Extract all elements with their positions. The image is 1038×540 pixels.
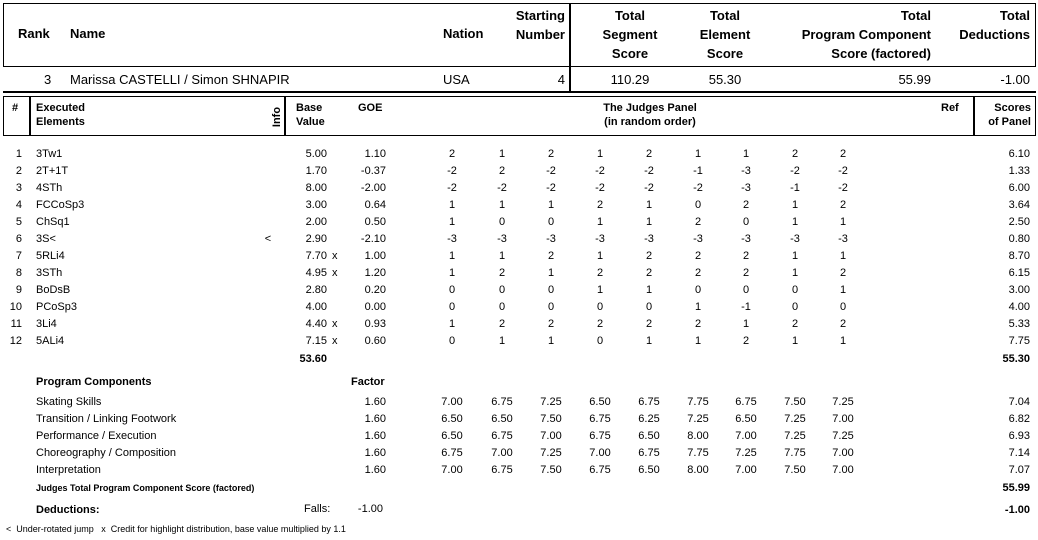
- element-judge-score: 2: [498, 267, 506, 279]
- element-judge-score: -3: [447, 233, 457, 245]
- falls-value: -1.00: [357, 503, 383, 515]
- element-judge-score: 0: [694, 199, 702, 211]
- element-judge-score: 0: [596, 301, 604, 313]
- component-judge-score: 6.75: [441, 447, 463, 459]
- element-judge-score: 0: [448, 284, 456, 296]
- element-judge-score: 1: [839, 284, 847, 296]
- element-judge-score: 1: [839, 250, 847, 262]
- element-judge-score: 1: [694, 301, 702, 313]
- element-judge-score: -2: [546, 165, 556, 177]
- element-judge-score: 1: [498, 148, 506, 160]
- element-judge-score: 0: [498, 301, 506, 313]
- component-judge-score: 6.50: [441, 413, 463, 425]
- component-judge-score: 7.00: [540, 430, 562, 442]
- element-judge-score: -3: [741, 233, 751, 245]
- component-judge-score: 7.50: [540, 464, 562, 476]
- elements-total-base: 53.60: [299, 353, 327, 365]
- element-judge-score: 2: [596, 267, 604, 279]
- elements-total-score: 55.30: [1002, 353, 1030, 365]
- element-judge-score: -2: [693, 182, 703, 194]
- element-judge-score: -1: [693, 165, 703, 177]
- header-total-pcs: Total Program Component Score (factored): [801, 8, 931, 61]
- element-judge-score: 1: [791, 267, 799, 279]
- element-judge-score: 2: [645, 250, 653, 262]
- element-judge-score: 1: [547, 199, 555, 211]
- element-judge-score: -2: [838, 165, 848, 177]
- element-name: 2T+1T: [36, 165, 69, 177]
- element-base-value: 2.90: [305, 233, 327, 245]
- component-judge-score: 7.25: [832, 430, 854, 442]
- element-number: 8: [15, 267, 22, 279]
- element-judge-score: 2: [596, 199, 604, 211]
- component-factor: 1.60: [364, 413, 386, 425]
- element-judge-score: 2: [547, 318, 555, 330]
- component-judge-score: 7.00: [832, 464, 854, 476]
- component-factor: 1.60: [364, 464, 386, 476]
- element-judge-score: 2: [791, 148, 799, 160]
- component-panel-score: 7.07: [1008, 464, 1030, 476]
- element-goe: -2.00: [360, 182, 386, 194]
- component-name: Transition / Linking Footwork: [36, 413, 177, 425]
- component-judge-score: 6.75: [735, 396, 757, 408]
- element-goe: 0.20: [364, 284, 386, 296]
- element-number: 10: [9, 301, 22, 313]
- element-judge-score: 1: [791, 250, 799, 262]
- component-judge-score: 8.00: [687, 430, 709, 442]
- element-judge-score: 1: [547, 335, 555, 347]
- element-judge-score: 0: [498, 216, 506, 228]
- element-base-x: x: [332, 318, 338, 330]
- element-goe: 1.20: [364, 267, 386, 279]
- table-row: [0, 333, 1038, 350]
- element-base-value: 1.70: [305, 165, 327, 177]
- element-judge-score: 1: [839, 216, 847, 228]
- elements-header-scores: Scores of Panel: [988, 102, 1031, 128]
- element-judge-score: 2: [694, 250, 702, 262]
- component-judge-score: 7.00: [441, 396, 463, 408]
- element-judge-score: 1: [448, 216, 456, 228]
- element-judge-score: -2: [644, 182, 654, 194]
- element-panel-score: 6.15: [1008, 267, 1030, 279]
- element-judge-score: 1: [839, 335, 847, 347]
- element-base-value: 4.95: [305, 267, 327, 279]
- header-nation: Nation: [443, 26, 484, 41]
- table-row: [0, 316, 1038, 333]
- component-panel-score: 7.14: [1008, 447, 1030, 459]
- element-judge-score: -2: [595, 165, 605, 177]
- component-judge-score: 7.50: [784, 396, 806, 408]
- component-judge-score: 7.50: [784, 464, 806, 476]
- element-number: 3: [15, 182, 22, 194]
- element-number: 4: [15, 199, 22, 211]
- element-judge-score: 0: [448, 335, 456, 347]
- component-judge-score: 6.75: [638, 396, 660, 408]
- element-name: 4STh: [36, 182, 63, 194]
- element-judge-score: 1: [742, 318, 750, 330]
- table-row: [0, 214, 1038, 231]
- skater-rank: 3: [44, 72, 52, 87]
- component-judge-score: 7.00: [589, 447, 611, 459]
- component-name: Skating Skills: [36, 396, 102, 408]
- element-name: 5RLi4: [36, 250, 65, 262]
- element-goe: -2.10: [360, 233, 386, 245]
- element-judge-score: 2: [791, 318, 799, 330]
- element-panel-score: 6.10: [1008, 148, 1030, 160]
- component-judge-score: 7.00: [735, 464, 757, 476]
- element-judge-score: -3: [741, 165, 751, 177]
- header-rank: Rank: [18, 26, 50, 41]
- component-row: [0, 394, 1038, 411]
- element-goe: 0.00: [364, 301, 386, 313]
- element-judge-score: -3: [595, 233, 605, 245]
- element-judge-score: -1: [790, 182, 800, 194]
- elements-header-goe: GOE: [358, 102, 383, 114]
- element-panel-score: 8.70: [1008, 250, 1030, 262]
- component-judge-score: 7.25: [540, 396, 562, 408]
- element-judge-score: 1: [791, 216, 799, 228]
- header-name: Name: [70, 26, 106, 41]
- element-judge-score: 2: [694, 267, 702, 279]
- element-number: 5: [15, 216, 22, 228]
- elements-header-divider-3: [973, 96, 975, 136]
- elements-header-num: #: [12, 102, 19, 114]
- component-judge-score: 6.75: [589, 413, 611, 425]
- element-judge-score: -3: [693, 233, 703, 245]
- element-judge-score: 1: [448, 267, 456, 279]
- element-panel-score: 3.64: [1008, 199, 1030, 211]
- component-judge-score: 7.25: [832, 396, 854, 408]
- components-factor-header: Factor: [351, 376, 385, 388]
- skater-nation: USA: [443, 72, 470, 87]
- element-base-value: 8.00: [305, 182, 327, 194]
- element-judge-score: 1: [694, 335, 702, 347]
- element-judge-score: -3: [741, 182, 751, 194]
- components-title: Program Components: [36, 376, 152, 388]
- component-judge-score: 7.00: [832, 447, 854, 459]
- element-goe: 0.64: [364, 199, 386, 211]
- elements-header-divider-2: [284, 96, 286, 136]
- skater-total-element-score: 55.30: [708, 72, 742, 87]
- component-panel-score: 6.93: [1008, 430, 1030, 442]
- elements-header-ref: Ref: [941, 102, 959, 114]
- element-judge-score: 2: [742, 250, 750, 262]
- element-judge-score: 1: [791, 199, 799, 211]
- element-judge-score: 0: [645, 301, 653, 313]
- element-judge-score: 2: [839, 267, 847, 279]
- skater-name: Marissa CASTELLI / Simon SHNAPIR: [70, 72, 290, 87]
- element-goe: 0.93: [364, 318, 386, 330]
- component-judge-score: 7.00: [441, 464, 463, 476]
- component-row: [0, 428, 1038, 445]
- skater-starting-number: 4: [557, 72, 565, 87]
- element-panel-score: 7.75: [1008, 335, 1030, 347]
- element-judge-score: 0: [742, 284, 750, 296]
- element-judge-score: 1: [448, 318, 456, 330]
- element-base-value: 4.40: [305, 318, 327, 330]
- element-name: 5ALi4: [36, 335, 65, 347]
- component-judge-score: 6.50: [441, 430, 463, 442]
- table-row: [0, 265, 1038, 282]
- component-name: Interpretation: [36, 464, 101, 476]
- element-base-x: x: [332, 267, 338, 279]
- element-judge-score: 0: [791, 284, 799, 296]
- table-row: [0, 282, 1038, 299]
- component-name: Performance / Execution: [36, 430, 157, 442]
- component-judge-score: 7.25: [784, 430, 806, 442]
- element-name: 3Li4: [36, 318, 57, 330]
- component-judge-score: 6.50: [638, 464, 660, 476]
- element-judge-score: 2: [498, 318, 506, 330]
- element-goe: 1.00: [364, 250, 386, 262]
- element-judge-score: -2: [497, 182, 507, 194]
- element-name: 3S<: [36, 233, 56, 245]
- header-total-segment-score: Total Segment Score: [602, 8, 658, 61]
- table-row: [0, 146, 1038, 163]
- element-judge-score: 1: [645, 284, 653, 296]
- element-info: <: [264, 233, 272, 245]
- component-judge-score: 7.25: [687, 413, 709, 425]
- element-judge-score: 2: [448, 148, 456, 160]
- element-judge-score: -3: [644, 233, 654, 245]
- component-judge-score: 7.75: [687, 396, 709, 408]
- element-judge-score: 1: [645, 199, 653, 211]
- component-judge-score: 7.75: [784, 447, 806, 459]
- footnote: < Under-rotated jump x Credit for highlight distribution, base value multiplied by 1.1: [6, 524, 346, 534]
- element-judge-score: 0: [596, 335, 604, 347]
- element-judge-score: 1: [547, 267, 555, 279]
- element-judge-score: 1: [694, 148, 702, 160]
- element-judge-score: 1: [596, 284, 604, 296]
- component-judge-score: 6.75: [491, 396, 513, 408]
- element-judge-score: 0: [547, 301, 555, 313]
- element-judge-score: 1: [596, 148, 604, 160]
- header-total-deductions: Total Deductions: [959, 8, 1030, 42]
- element-judge-score: -2: [644, 165, 654, 177]
- element-judge-score: 0: [791, 301, 799, 313]
- element-judge-score: 0: [448, 301, 456, 313]
- element-panel-score: 5.33: [1008, 318, 1030, 330]
- element-judge-score: 2: [742, 199, 750, 211]
- element-panel-score: 3.00: [1008, 284, 1030, 296]
- element-base-value: 2.80: [305, 284, 327, 296]
- table-row: [0, 163, 1038, 180]
- element-judge-score: 1: [448, 250, 456, 262]
- element-judge-score: -3: [838, 233, 848, 245]
- component-judge-score: 7.00: [832, 413, 854, 425]
- element-number: 12: [9, 335, 22, 347]
- component-row: [0, 411, 1038, 428]
- element-judge-score: -1: [741, 301, 751, 313]
- element-judge-score: 2: [547, 250, 555, 262]
- element-judge-score: 0: [498, 284, 506, 296]
- component-factor: 1.60: [364, 396, 386, 408]
- element-goe: -0.37: [360, 165, 386, 177]
- element-goe: 0.60: [364, 335, 386, 347]
- elements-header-box: [3, 96, 1036, 136]
- component-judge-score: 6.75: [589, 464, 611, 476]
- element-judge-score: 0: [547, 284, 555, 296]
- element-judge-score: 2: [839, 148, 847, 160]
- element-judge-score: -3: [497, 233, 507, 245]
- element-judge-score: 1: [448, 199, 456, 211]
- elements-header-divider-1: [29, 96, 31, 136]
- element-goe: 1.10: [364, 148, 386, 160]
- component-judge-score: 7.25: [540, 447, 562, 459]
- element-panel-score: 6.00: [1008, 182, 1030, 194]
- element-number: 1: [15, 148, 22, 160]
- element-judge-score: -2: [546, 182, 556, 194]
- element-base-value: 5.00: [305, 148, 327, 160]
- element-base-value: 4.00: [305, 301, 327, 313]
- element-judge-score: 1: [498, 250, 506, 262]
- table-row: [0, 299, 1038, 316]
- element-number: 7: [15, 250, 22, 262]
- element-number: 11: [10, 318, 22, 330]
- component-panel-score: 6.82: [1008, 413, 1030, 425]
- element-judge-score: 2: [694, 216, 702, 228]
- skater-total-deductions: -1.00: [1000, 72, 1030, 87]
- element-base-value: 7.15: [305, 335, 327, 347]
- element-judge-score: 2: [839, 199, 847, 211]
- judges-total-pcs-label: Judges Total Program Component Score (factored): [36, 483, 255, 493]
- summary-bottom-rule: [3, 91, 1036, 93]
- element-number: 2: [15, 165, 22, 177]
- element-judge-score: 2: [645, 148, 653, 160]
- element-judge-score: -2: [595, 182, 605, 194]
- component-row: [0, 462, 1038, 479]
- elements-header-info: Info: [271, 106, 283, 128]
- component-judge-score: 7.75: [687, 447, 709, 459]
- element-judge-score: 0: [839, 301, 847, 313]
- element-judge-score: -2: [790, 165, 800, 177]
- judges-total-pcs-value: 55.99: [1002, 482, 1030, 494]
- element-panel-score: 4.00: [1008, 301, 1030, 313]
- component-judge-score: 6.50: [638, 430, 660, 442]
- element-number: 6: [15, 233, 22, 245]
- element-base-value: 2.00: [305, 216, 327, 228]
- skater-total-pcs: 55.99: [898, 72, 931, 87]
- element-judge-score: -3: [790, 233, 800, 245]
- elements-header-judges: The Judges Panel (in random order): [603, 102, 697, 128]
- component-judge-score: 6.50: [589, 396, 611, 408]
- component-judge-score: 8.00: [687, 464, 709, 476]
- table-row: [0, 231, 1038, 248]
- element-judge-score: 2: [547, 148, 555, 160]
- element-name: PCoSp3: [36, 301, 77, 313]
- element-base-x: x: [332, 250, 338, 262]
- header-starting-number: Starting Number: [515, 8, 565, 42]
- table-row: [0, 180, 1038, 197]
- component-judge-score: 6.75: [491, 430, 513, 442]
- elements-header-executed: Executed Elements: [36, 102, 85, 128]
- element-panel-score: 2.50: [1008, 216, 1030, 228]
- element-judge-score: 2: [596, 318, 604, 330]
- element-panel-score: 0.80: [1008, 233, 1030, 245]
- falls-label: Falls:: [304, 503, 331, 515]
- component-factor: 1.60: [364, 447, 386, 459]
- table-row: [0, 248, 1038, 265]
- element-judge-score: 2: [742, 267, 750, 279]
- element-number: 9: [15, 284, 22, 296]
- element-name: FCCoSp3: [36, 199, 85, 211]
- element-judge-score: 1: [645, 216, 653, 228]
- element-judge-score: 2: [645, 267, 653, 279]
- component-judge-score: 6.25: [638, 413, 660, 425]
- element-judge-score: 1: [791, 335, 799, 347]
- skater-total-segment-score: 110.29: [610, 72, 650, 87]
- component-judge-score: 6.75: [491, 464, 513, 476]
- component-judge-score: 6.75: [589, 430, 611, 442]
- element-name: ChSq1: [36, 216, 70, 228]
- element-name: 3STh: [36, 267, 63, 279]
- element-base-x: x: [332, 335, 338, 347]
- deductions-total: -1.00: [1004, 504, 1030, 516]
- element-judge-score: -2: [447, 182, 457, 194]
- element-judge-score: -2: [447, 165, 457, 177]
- element-goe: 0.50: [364, 216, 386, 228]
- header-total-element-score: Total Element Score: [699, 8, 751, 61]
- element-judge-score: 0: [742, 216, 750, 228]
- element-judge-score: 1: [742, 148, 750, 160]
- component-judge-score: 6.50: [735, 413, 757, 425]
- element-judge-score: 2: [742, 335, 750, 347]
- element-judge-score: -3: [546, 233, 556, 245]
- component-panel-score: 7.04: [1008, 396, 1030, 408]
- element-judge-score: 2: [498, 165, 506, 177]
- element-judge-score: 0: [547, 216, 555, 228]
- element-judge-score: -2: [838, 182, 848, 194]
- component-judge-score: 6.75: [638, 447, 660, 459]
- component-name: Choreography / Composition: [36, 447, 177, 459]
- element-name: BoDsB: [36, 284, 71, 296]
- component-factor: 1.60: [364, 430, 386, 442]
- element-judge-score: 2: [694, 318, 702, 330]
- element-judge-score: 2: [839, 318, 847, 330]
- element-panel-score: 1.33: [1008, 165, 1030, 177]
- element-judge-score: 1: [596, 250, 604, 262]
- component-judge-score: 6.50: [491, 413, 513, 425]
- element-judge-score: 1: [596, 216, 604, 228]
- element-judge-score: 1: [498, 335, 506, 347]
- element-base-value: 7.70: [305, 250, 327, 262]
- table-row: [0, 197, 1038, 214]
- element-judge-score: 1: [645, 335, 653, 347]
- component-row: [0, 445, 1038, 462]
- element-name: 3Tw1: [36, 148, 63, 160]
- element-judge-score: 1: [498, 199, 506, 211]
- element-judge-score: 2: [645, 318, 653, 330]
- summary-divider: [569, 3, 571, 91]
- element-judge-score: 0: [694, 284, 702, 296]
- elements-header-base-value: Base Value: [296, 102, 325, 128]
- component-judge-score: 7.25: [784, 413, 806, 425]
- element-base-value: 3.00: [305, 199, 327, 211]
- deductions-label: Deductions:: [36, 504, 100, 516]
- component-judge-score: 7.00: [735, 430, 757, 442]
- component-judge-score: 7.50: [540, 413, 562, 425]
- component-judge-score: 7.25: [735, 447, 757, 459]
- component-judge-score: 7.00: [491, 447, 513, 459]
